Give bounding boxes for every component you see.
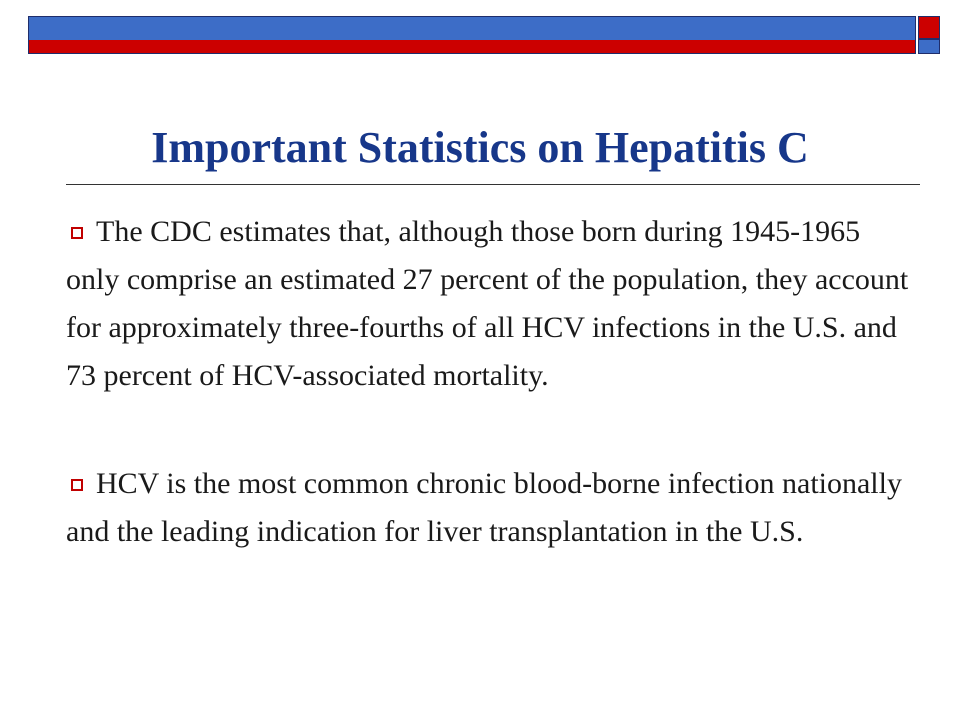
banner-red-stripe [29, 40, 915, 53]
bullet-item [66, 208, 912, 400]
bullet-item [66, 460, 912, 556]
bullet-list [66, 208, 912, 616]
bullet-text: HCV is the most common chronic blood-borne infection nationally and the leading indication for liver transplantation in the U.S. [66, 467, 902, 548]
banner-corner-blue-block [918, 39, 940, 54]
slide-title: Important Statistics on Hepatitis C [151, 123, 809, 172]
header-banner [28, 16, 916, 54]
hollow-square-bullet-icon [71, 479, 83, 491]
banner-corner-red-block [918, 16, 940, 39]
bullet-text: The CDC estimates that, although those born during 1945-1965 only comprise an estimated 27 percent of the population, they account for approximately three-fourths of all HCV infections in the U.S. and 73 percent of HCV-associated mortality. [66, 215, 909, 392]
banner-blue-stripe [29, 17, 915, 40]
hollow-square-bullet-icon [71, 227, 83, 239]
title-divider [66, 184, 920, 185]
